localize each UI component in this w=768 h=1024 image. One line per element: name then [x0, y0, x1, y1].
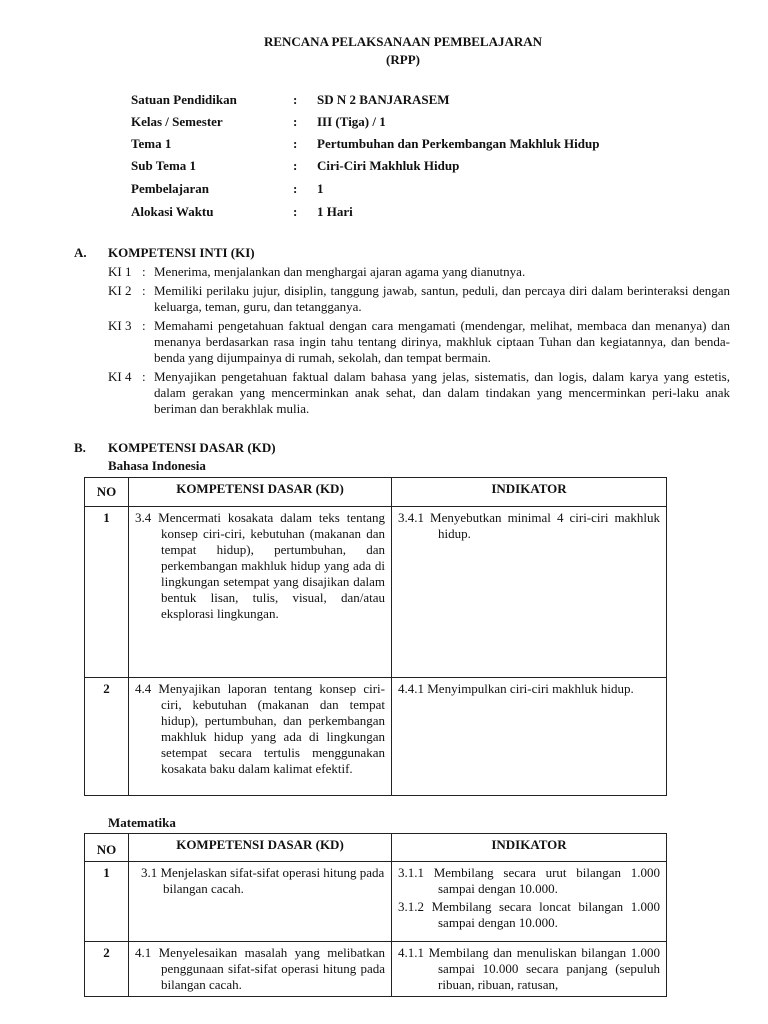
- table-header-row: [85, 478, 667, 507]
- indikator-cell: [392, 862, 667, 942]
- indikator-text: 3.4.1 Menyebutkan minimal 4 ciri-ciri makhluk hidup.: [398, 510, 660, 541]
- indikator-text: 3.1.1 Membilang secara urut bilangan 1.000 sampai dengan 10.000.: [398, 865, 660, 896]
- section-b-title: KOMPETENSI DASAR (KD): [108, 440, 276, 455]
- table-header-row: [85, 834, 667, 862]
- table-row: [85, 678, 667, 796]
- ki-code: KI 2: [108, 283, 132, 298]
- identity-label: Alokasi Waktu: [131, 204, 214, 219]
- header-indikator: INDIKATOR: [392, 834, 667, 862]
- header-kd: KOMPETENSI DASAR (KD): [129, 834, 392, 862]
- document-title: RENCANA PELAKSANAAN PEMBELAJARAN: [263, 34, 543, 49]
- indikator-text: 4.1.1 Membilang dan menuliskan bilangan 1.000 sampai 10.000 secara panjang (sepuluh ribuan, ribuan, ratusan,: [398, 945, 660, 992]
- identity-value: III (Tiga) / 1: [317, 114, 386, 129]
- indikator-cell: [392, 678, 667, 796]
- header-indikator: INDIKATOR: [392, 478, 667, 507]
- kd-text: 4.4 Menyajikan laporan tentang konsep ciri-ciri, kebutuhan (makanan dan tempat hidup), pertumbuhan, dan perkembangan makhluk hidup yang ada di lingkungan setempat secara tertulis menggunakan kosakata baku dalam kalimat efektif.: [135, 681, 385, 776]
- identity-label: Tema 1: [131, 136, 172, 151]
- identity-colon: :: [293, 181, 298, 196]
- ki-code: KI 1: [108, 264, 132, 279]
- identity-label: Kelas / Semester: [131, 114, 223, 129]
- identity-colon: :: [293, 158, 298, 173]
- table-row: [85, 862, 667, 942]
- ki-code: KI 4: [108, 369, 132, 384]
- kd-cell: [129, 862, 392, 942]
- ki-text: Menerima, menjalankan dan menghargai ajaran agama yang dianutnya.: [154, 264, 526, 279]
- table-row: [85, 507, 667, 678]
- ki-colon: :: [142, 283, 146, 298]
- kd-text: 4.1 Menyelesaikan masalah yang melibatkan penggunaan sifat-sifat operasi hitung pada bilangan cacah.: [135, 945, 385, 992]
- section-a-title: KOMPETENSI INTI (KI): [108, 245, 255, 260]
- ki-colon: :: [142, 264, 146, 279]
- identity-label: Sub Tema 1: [131, 158, 197, 173]
- identity-label: Satuan Pendidikan: [131, 92, 237, 107]
- identity-value: 1 Hari: [317, 204, 353, 219]
- kd-table-bahasa: [84, 477, 667, 796]
- identity-colon: :: [293, 114, 298, 129]
- kd-text: 3.1 Menjelaskan sifat-sifat operasi hitung pada bilangan cacah.: [141, 865, 385, 896]
- ki-text: Memahami pengetahuan faktual dengan cara mengamati (mendengar, melihat, membaca dan menanya) dan menanya berdasarkan rasa ingin tahu tentang dirinya, makhluk ciptaan Tuhan dan kegiatannya, dan benda-benda yang dijumpainya di rumah, sekolah, dan tempat bermain.: [154, 318, 730, 365]
- identity-label: Pembelajaran: [131, 181, 209, 196]
- header-no: NO: [85, 834, 129, 862]
- kd-cell: [129, 942, 392, 997]
- ki-colon: :: [142, 369, 146, 384]
- identity-colon: :: [293, 136, 298, 151]
- identity-value: Pertumbuhan dan Perkembangan Makhluk Hidup: [317, 136, 600, 151]
- section-b-letter: B.: [74, 440, 86, 455]
- ki-text: Menyajikan pengetahuan faktual dalam bahasa yang jelas, sistematis, dan logis, dalam karya yang estetis, dalam gerakan yang mencerminkan anak sehat, dan dalam tindakan yang mencerminkan peri-laku anak beriman dan berakhlak mulia.: [154, 369, 730, 416]
- row-number: 1: [85, 507, 129, 678]
- kd-cell: [129, 507, 392, 678]
- row-number: 2: [85, 942, 129, 997]
- section-a-letter: A.: [74, 245, 87, 260]
- indikator-text: 3.1.2 Membilang secara loncat bilangan 1.000 sampai dengan 10.000.: [398, 899, 660, 930]
- ki-text: Memiliki perilaku jujur, disiplin, tanggung jawab, santun, peduli, dan percaya diri dalam berinteraksi dengan keluarga, teman, guru, dan tetangganya.: [154, 283, 730, 314]
- table-row: [85, 942, 667, 997]
- header-kd: KOMPETENSI DASAR (KD): [129, 478, 392, 507]
- identity-value: Ciri-Ciri Makhluk Hidup: [317, 158, 460, 173]
- identity-value: 1: [317, 181, 324, 196]
- header-no: NO: [85, 478, 129, 507]
- identity-colon: :: [293, 92, 298, 107]
- row-number: 2: [85, 678, 129, 796]
- ki-colon: :: [142, 318, 146, 333]
- subject-heading-matematika: Matematika: [108, 815, 176, 830]
- indikator-text: 4.4.1 Menyimpulkan ciri-ciri makhluk hidup.: [398, 681, 634, 696]
- row-number: 1: [85, 862, 129, 942]
- subject-heading-bahasa: Bahasa Indonesia: [108, 458, 206, 473]
- document-subtitle: (RPP): [386, 52, 420, 67]
- ki-code: KI 3: [108, 318, 132, 333]
- identity-value: SD N 2 BANJARASEM: [317, 92, 450, 107]
- indikator-cell: [392, 507, 667, 678]
- identity-colon: :: [293, 204, 298, 219]
- indikator-cell: [392, 942, 667, 997]
- kd-cell: [129, 678, 392, 796]
- kd-table-matematika: [84, 833, 667, 997]
- kd-text: 3.4 Mencermati kosakata dalam teks tentang konsep ciri-ciri, kebutuhan (makanan dan tempat hidup), pertumbuhan, dan perkembangan makhluk hidup yang ada di lingkungan setempat yang disajikan dalam bentuk lisan, tulis, visual, dan/atau eksplorasi lingkungan.: [135, 510, 385, 621]
